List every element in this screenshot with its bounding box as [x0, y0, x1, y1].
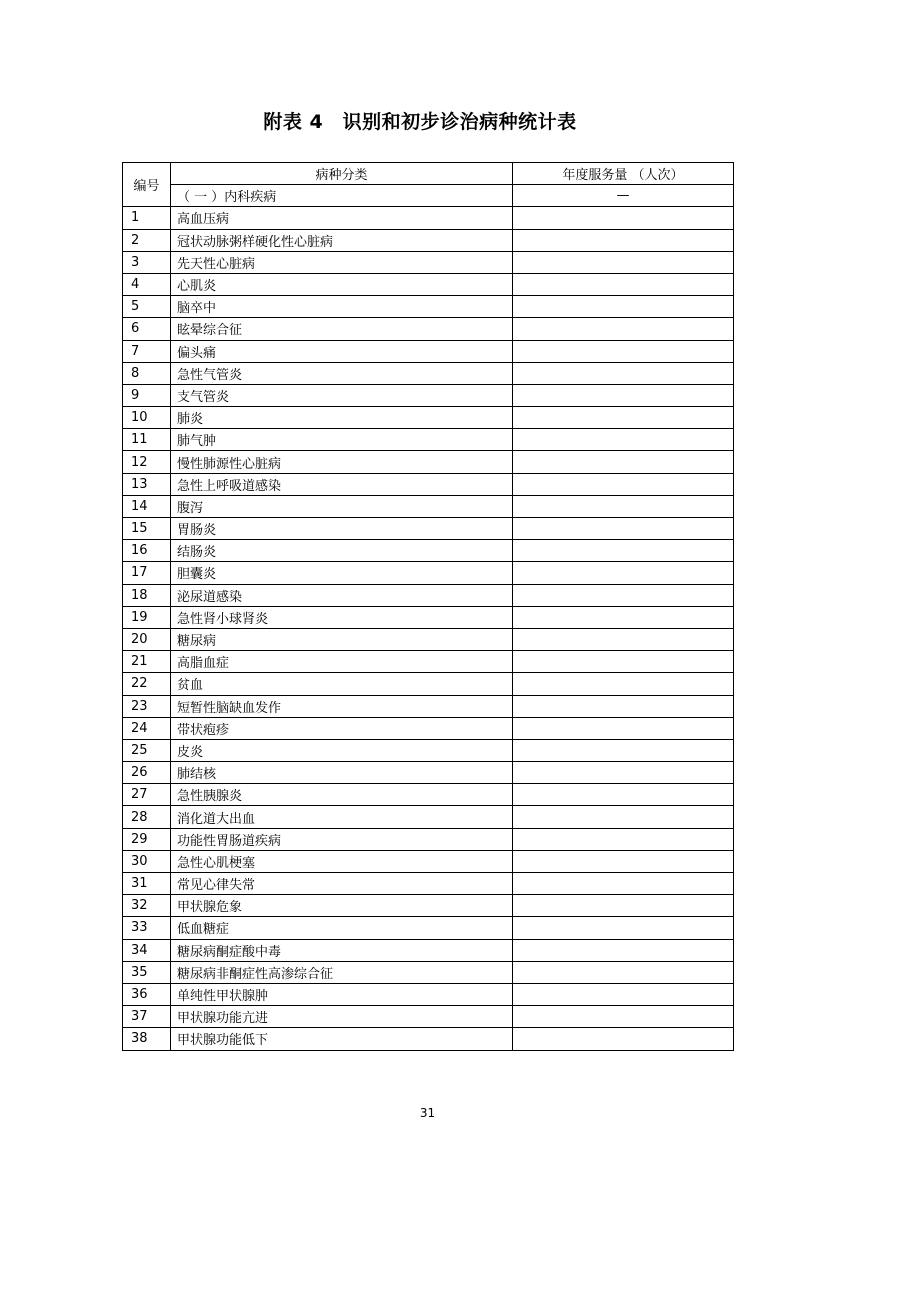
table-row: [123, 362, 734, 384]
row-number: 31: [123, 873, 171, 895]
table-row: [123, 939, 734, 961]
row-number: 3: [123, 251, 171, 273]
table-row: [123, 1028, 734, 1050]
row-disease-name: 功能性胃肠道疾病: [171, 828, 513, 850]
row-annual-volume[interactable]: [513, 1006, 734, 1028]
row-number: 22: [123, 673, 171, 695]
row-annual-volume[interactable]: [513, 717, 734, 739]
row-disease-name: 结肠炎: [171, 540, 513, 562]
table-row: [123, 429, 734, 451]
row-number: 27: [123, 784, 171, 806]
row-number: 37: [123, 1006, 171, 1028]
row-annual-volume[interactable]: [513, 939, 734, 961]
row-annual-volume[interactable]: [513, 229, 734, 251]
section-row: [123, 185, 734, 207]
row-number: 21: [123, 651, 171, 673]
row-number: 9: [123, 384, 171, 406]
section-label: （ 一 ）内科疾病: [171, 185, 513, 207]
row-annual-volume[interactable]: [513, 495, 734, 517]
table-row: [123, 251, 734, 273]
row-number: 18: [123, 584, 171, 606]
table-row: [123, 473, 734, 495]
row-annual-volume[interactable]: [513, 362, 734, 384]
row-disease-name: 甲状腺功能亢进: [171, 1006, 513, 1028]
row-number: 33: [123, 917, 171, 939]
row-disease-name: 肺结核: [171, 762, 513, 784]
table-row: [123, 917, 734, 939]
row-annual-volume[interactable]: [513, 251, 734, 273]
header-volume: 年度服务量 （人次）: [513, 163, 734, 185]
table-row: [123, 540, 734, 562]
row-disease-name: 冠状动脉粥样硬化性心脏病: [171, 229, 513, 251]
row-annual-volume[interactable]: [513, 296, 734, 318]
table-row: [123, 739, 734, 761]
row-disease-name: 急性气管炎: [171, 362, 513, 384]
row-annual-volume[interactable]: [513, 784, 734, 806]
row-disease-name: 腹泻: [171, 495, 513, 517]
row-disease-name: 短暂性脑缺血发作: [171, 695, 513, 717]
row-annual-volume[interactable]: [513, 407, 734, 429]
row-number: 10: [123, 407, 171, 429]
row-annual-volume[interactable]: [513, 384, 734, 406]
row-number: 11: [123, 429, 171, 451]
page-title: 附表 4 识别和初步诊治病种统计表: [263, 111, 577, 133]
row-annual-volume[interactable]: [513, 562, 734, 584]
row-disease-name: 心肌炎: [171, 273, 513, 295]
row-number: 32: [123, 895, 171, 917]
row-disease-name: 单纯性甲状腺肿: [171, 983, 513, 1005]
row-number: 20: [123, 628, 171, 650]
row-annual-volume[interactable]: [513, 850, 734, 872]
row-disease-name: 糖尿病非酮症性高渗综合征: [171, 961, 513, 983]
table-row: [123, 407, 734, 429]
row-number: 24: [123, 717, 171, 739]
row-disease-name: 急性上呼吸道感染: [171, 473, 513, 495]
table-row: [123, 850, 734, 872]
row-annual-volume[interactable]: [513, 606, 734, 628]
row-number: 14: [123, 495, 171, 517]
row-annual-volume[interactable]: [513, 806, 734, 828]
section-volume: —: [513, 185, 734, 207]
table-row: [123, 207, 734, 229]
row-number: 1: [123, 207, 171, 229]
table-row: [123, 717, 734, 739]
row-number: 15: [123, 518, 171, 540]
table-row: [123, 384, 734, 406]
row-disease-name: 急性肾小球肾炎: [171, 606, 513, 628]
table-row: [123, 606, 734, 628]
row-annual-volume[interactable]: [513, 207, 734, 229]
row-annual-volume[interactable]: [513, 429, 734, 451]
row-disease-name: 甲状腺危象: [171, 895, 513, 917]
row-number: 25: [123, 739, 171, 761]
row-annual-volume[interactable]: [513, 540, 734, 562]
row-annual-volume[interactable]: [513, 651, 734, 673]
row-disease-name: 眩晕综合征: [171, 318, 513, 340]
row-disease-name: 脑卒中: [171, 296, 513, 318]
row-annual-volume[interactable]: [513, 895, 734, 917]
row-disease-name: 常见心律失常: [171, 873, 513, 895]
table-row: [123, 828, 734, 850]
row-number: 4: [123, 273, 171, 295]
row-disease-name: 泌尿道感染: [171, 584, 513, 606]
row-annual-volume[interactable]: [513, 873, 734, 895]
row-number: 28: [123, 806, 171, 828]
row-disease-name: 胆囊炎: [171, 562, 513, 584]
row-number: 5: [123, 296, 171, 318]
table-row: [123, 562, 734, 584]
row-annual-volume[interactable]: [513, 340, 734, 362]
row-annual-volume[interactable]: [513, 1028, 734, 1050]
row-disease-name: 支气管炎: [171, 384, 513, 406]
row-number: 6: [123, 318, 171, 340]
table-row: [123, 495, 734, 517]
row-annual-volume[interactable]: [513, 917, 734, 939]
row-disease-name: 高脂血症: [171, 651, 513, 673]
row-number: 19: [123, 606, 171, 628]
row-number: 7: [123, 340, 171, 362]
row-annual-volume[interactable]: [513, 518, 734, 540]
row-annual-volume[interactable]: [513, 762, 734, 784]
row-number: 35: [123, 961, 171, 983]
row-annual-volume[interactable]: [513, 451, 734, 473]
row-number: 30: [123, 850, 171, 872]
row-disease-name: 贫血: [171, 673, 513, 695]
row-annual-volume[interactable]: [513, 695, 734, 717]
row-disease-name: 胃肠炎: [171, 518, 513, 540]
row-number: 13: [123, 473, 171, 495]
row-disease-name: 先天性心脏病: [171, 251, 513, 273]
row-annual-volume[interactable]: [513, 739, 734, 761]
table-row: [123, 673, 734, 695]
row-annual-volume[interactable]: [513, 673, 734, 695]
header-category: 病种分类: [171, 163, 513, 185]
page-number: 31: [419, 1106, 436, 1120]
table-row: [123, 895, 734, 917]
row-number: 23: [123, 695, 171, 717]
row-disease-name: 偏头痛: [171, 340, 513, 362]
table-row: [123, 229, 734, 251]
table-row: [123, 296, 734, 318]
row-number: 16: [123, 540, 171, 562]
row-annual-volume[interactable]: [513, 828, 734, 850]
row-disease-name: 肺气肿: [171, 429, 513, 451]
table-row: [123, 983, 734, 1005]
row-number: 36: [123, 983, 171, 1005]
table-row: [123, 318, 734, 340]
row-number: 12: [123, 451, 171, 473]
table-row: [123, 584, 734, 606]
table-row: [123, 273, 734, 295]
row-annual-volume[interactable]: [513, 628, 734, 650]
table-row: [123, 873, 734, 895]
table-row: [123, 628, 734, 650]
row-disease-name: 高血压病: [171, 207, 513, 229]
row-number: 8: [123, 362, 171, 384]
disease-statistics-table: [122, 162, 734, 1051]
header-row: [123, 163, 734, 185]
header-number: 编号: [123, 163, 171, 207]
table-row: [123, 1006, 734, 1028]
row-disease-name: 急性胰腺炎: [171, 784, 513, 806]
row-annual-volume[interactable]: [513, 273, 734, 295]
row-number: 2: [123, 229, 171, 251]
table-row: [123, 518, 734, 540]
row-number: 26: [123, 762, 171, 784]
row-disease-name: 慢性肺源性心脏病: [171, 451, 513, 473]
row-annual-volume[interactable]: [513, 584, 734, 606]
row-annual-volume[interactable]: [513, 318, 734, 340]
row-disease-name: 甲状腺功能低下: [171, 1028, 513, 1050]
row-disease-name: 低血糖症: [171, 917, 513, 939]
row-disease-name: 糖尿病: [171, 628, 513, 650]
row-annual-volume[interactable]: [513, 961, 734, 983]
table-row: [123, 451, 734, 473]
table-body: [123, 163, 734, 1051]
row-number: 34: [123, 939, 171, 961]
row-annual-volume[interactable]: [513, 473, 734, 495]
row-number: 17: [123, 562, 171, 584]
table-row: [123, 340, 734, 362]
table-row: [123, 651, 734, 673]
table-row: [123, 762, 734, 784]
row-disease-name: 消化道大出血: [171, 806, 513, 828]
row-annual-volume[interactable]: [513, 983, 734, 1005]
row-disease-name: 急性心肌梗塞: [171, 850, 513, 872]
row-disease-name: 肺炎: [171, 407, 513, 429]
table-row: [123, 784, 734, 806]
row-number: 29: [123, 828, 171, 850]
row-disease-name: 皮炎: [171, 739, 513, 761]
row-disease-name: 带状疱疹: [171, 717, 513, 739]
row-disease-name: 糖尿病酮症酸中毒: [171, 939, 513, 961]
table-row: [123, 961, 734, 983]
row-number: 38: [123, 1028, 171, 1050]
table-row: [123, 695, 734, 717]
table-row: [123, 806, 734, 828]
